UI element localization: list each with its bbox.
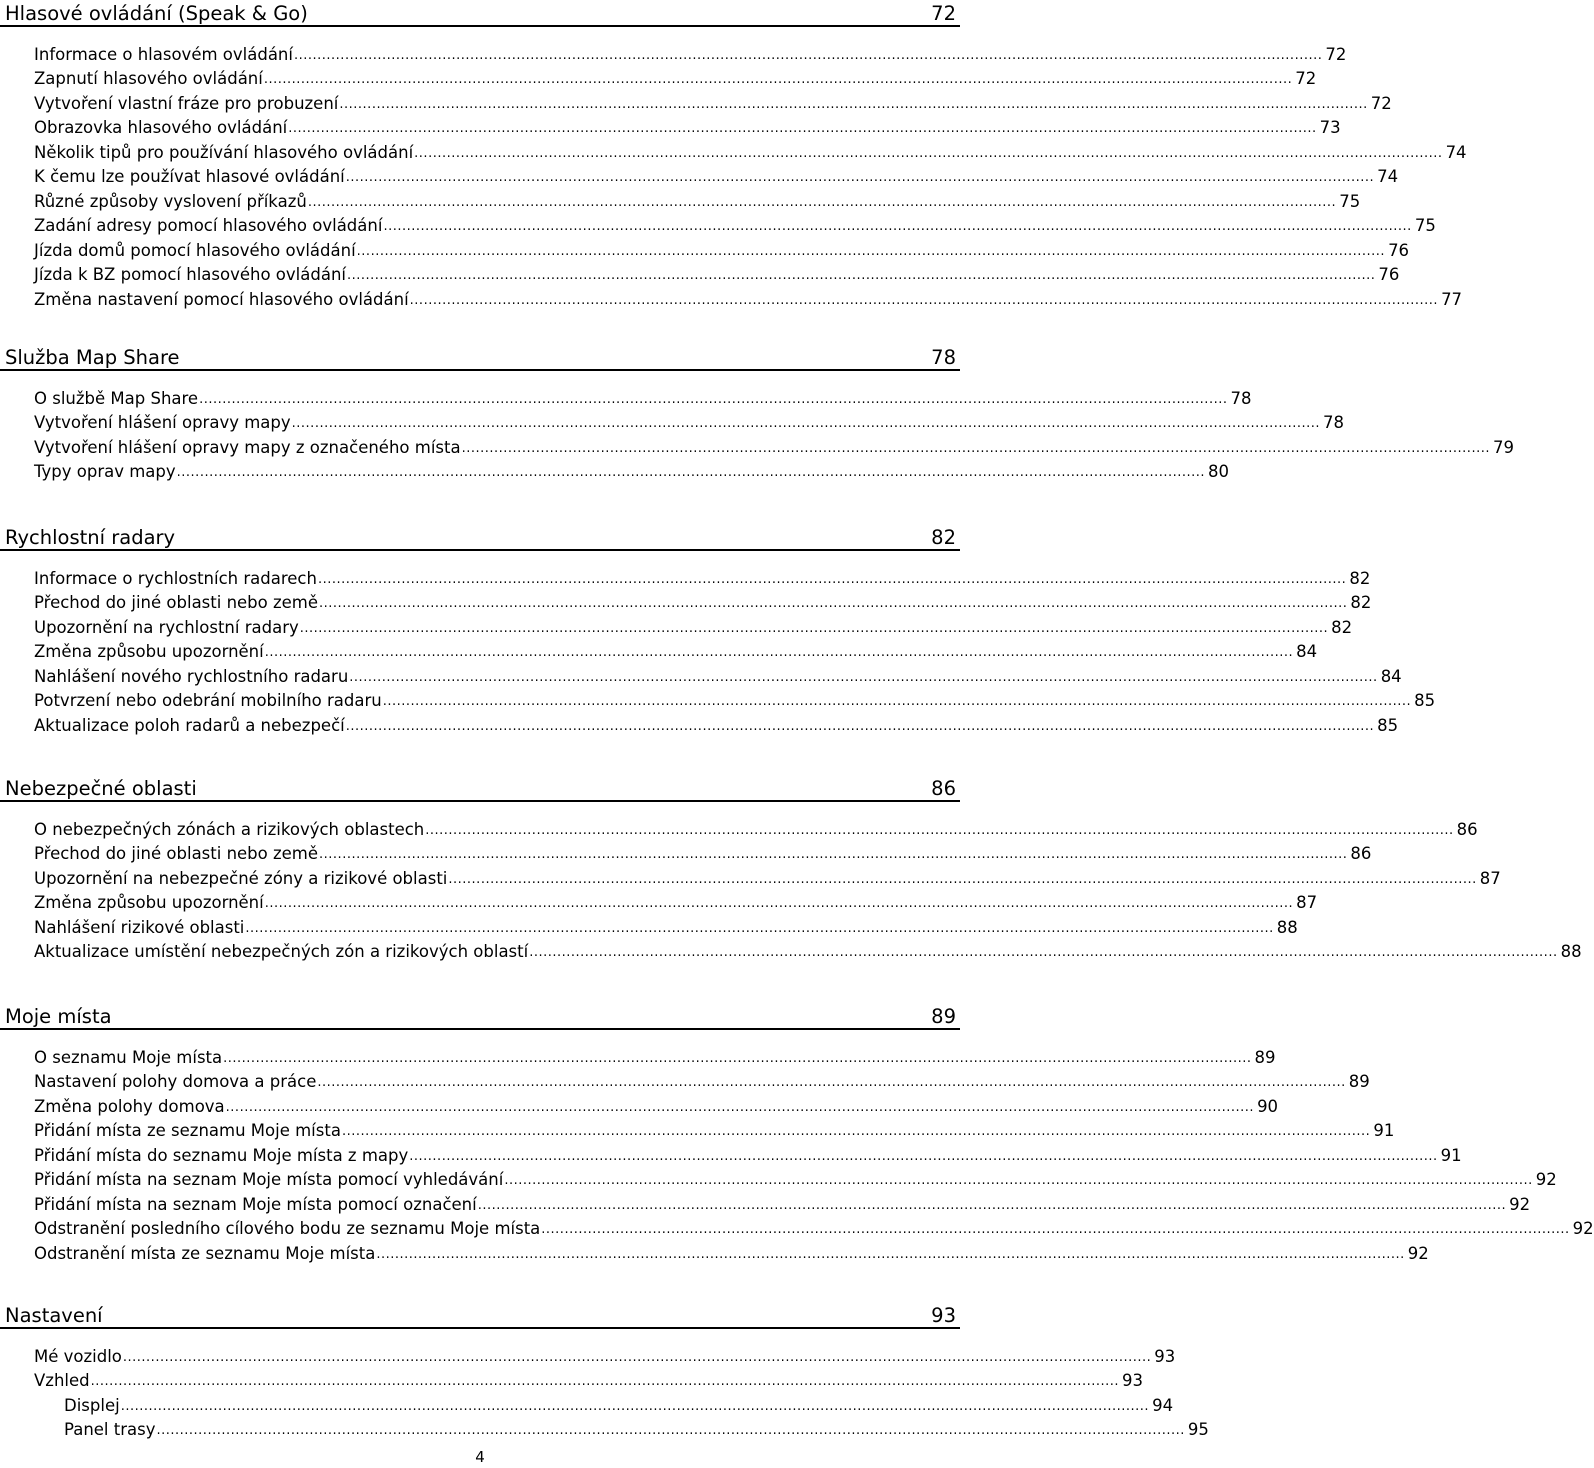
toc-entry-title: Aktualizace poloh radarů a nebezpečí (34, 715, 345, 735)
dot-leader: .............................................................................................................................................................................................................................. (293, 47, 1323, 63)
toc-entry[interactable] (0, 261, 1400, 286)
toc-entry[interactable] (0, 938, 1582, 963)
toc-entry-page: 91 (1440, 1145, 1462, 1165)
toc-entry-title: Zapnutí hlasového ovládání (34, 69, 263, 88)
section-title: Nebezpečné oblasti (5, 777, 197, 800)
toc-entry-title: Vytvoření hlášení opravy mapy z označeného místa (34, 437, 461, 457)
page-number: 4 (475, 1448, 485, 1466)
toc-entry-page: 74 (1377, 167, 1399, 186)
toc-entry-page: 76 (1388, 240, 1410, 260)
toc-entry-title: O seznamu Moje místa (34, 1047, 223, 1067)
toc-entry-list (0, 802, 1582, 962)
toc-entry-page: 77 (1441, 289, 1463, 309)
toc-entry-title: K čemu lze používat hlasové ovládání (34, 167, 345, 186)
toc-entry[interactable] (0, 89, 1392, 114)
toc-entry[interactable] (0, 1117, 1395, 1142)
toc-entry-title: Vzhled (34, 1371, 90, 1390)
dot-leader: .............................................................................................................................................................................................................................. (425, 822, 1454, 838)
dot-leader: .............................................................................................................................................................................................................................. (409, 1148, 1438, 1164)
toc-entry-title: Několik tipů pro používání hlasového ovládání (34, 142, 414, 162)
toc-entry-page: 84 (1296, 642, 1318, 661)
toc-entry-title: Odstranění místa ze seznamu Moje místa (34, 1243, 376, 1263)
toc-entry[interactable] (0, 1239, 1429, 1264)
toc-entry[interactable] (0, 1092, 1279, 1117)
toc-entry-page: 75 (1339, 191, 1361, 211)
toc-entry-page: 78 (1323, 413, 1345, 432)
dot-leader: .............................................................................................................................................................................................................................. (345, 718, 1375, 734)
toc-entry[interactable] (0, 889, 1318, 914)
toc-entry-page: 80 (1208, 462, 1230, 481)
toc-entry-title: Přechod do jiné oblasti nebo země (34, 593, 319, 612)
toc-entry[interactable] (0, 409, 1345, 434)
dot-leader: .............................................................................................................................................................................................................................. (156, 1423, 1185, 1438)
toc-entry-title: Aktualizace umístění nebezpečných zón a rizikových oblastí (34, 942, 529, 961)
toc-entry-title: Nastavení polohy domova a práce (34, 1072, 317, 1091)
toc-entry[interactable] (0, 1141, 1462, 1166)
dot-leader: .............................................................................................................................................................................................................................. (223, 1050, 1252, 1066)
section-heading[interactable] (0, 1302, 960, 1329)
toc-entry-page: 82 (1350, 593, 1372, 612)
toc-entry-title: Panel trasy (64, 1420, 156, 1439)
toc-section (0, 1302, 1209, 1440)
dot-leader: .............................................................................................................................................................................................................................. (317, 1075, 1346, 1090)
toc-entry-page: 72 (1325, 44, 1347, 64)
toc-entry-title: Různé způsoby vyslovení příkazů (34, 191, 307, 211)
toc-entry-list (0, 1030, 1594, 1264)
dot-leader: .............................................................................................................................................................................................................................. (347, 268, 1376, 283)
toc-entry[interactable] (0, 187, 1361, 212)
dot-leader: .............................................................................................................................................................................................................................. (245, 920, 1274, 936)
toc-entry-title: Mé vozidlo (34, 1346, 122, 1366)
toc-entry-title: Vytvoření vlastní fráze pro probuzení (34, 93, 339, 113)
toc-entry[interactable] (0, 1215, 1594, 1240)
dot-leader: .............................................................................................................................................................................................................................. (541, 1222, 1570, 1237)
toc-entry[interactable] (0, 65, 1317, 90)
dot-leader: .............................................................................................................................................................................................................................. (356, 243, 1386, 259)
toc-section (0, 775, 1582, 962)
dot-leader: .............................................................................................................................................................................................................................. (319, 847, 1348, 862)
toc-entry-page: 89 (1254, 1047, 1276, 1067)
dot-leader: .............................................................................................................................................................................................................................. (529, 945, 1558, 960)
toc-entry[interactable] (0, 638, 1318, 663)
toc-entry-page: 95 (1187, 1420, 1209, 1439)
toc-entry-title: Jízda domů pomocí hlasového ovládání (34, 240, 356, 260)
toc-entry-title: Nahlášení nového rychlostního radaru (34, 666, 349, 686)
dot-leader: .............................................................................................................................................................................................................................. (90, 1374, 1120, 1389)
toc-entry[interactable] (0, 913, 1298, 938)
toc-entry-title: Změna způsobu upozornění (34, 893, 264, 912)
dot-leader: .............................................................................................................................................................................................................................. (291, 416, 1321, 431)
toc-entry-title: Přidání místa na seznam Moje místa pomocí vyhledávání (34, 1170, 504, 1189)
section-heading[interactable] (0, 524, 960, 551)
toc-entry[interactable] (0, 212, 1436, 237)
toc-entry-title: Přidání místa ze seznamu Moje místa (34, 1121, 341, 1140)
toc-entry[interactable] (0, 662, 1402, 687)
toc-entry-title: Změna polohy domova (34, 1096, 225, 1116)
toc-entry-page: 91 (1373, 1121, 1395, 1140)
toc-entry-title: Změna nastavení pomocí hlasového ovládání (34, 289, 409, 309)
dot-leader: .............................................................................................................................................................................................................................. (288, 121, 1317, 136)
toc-entry[interactable] (0, 384, 1252, 409)
toc-entry-page: 87 (1479, 868, 1501, 888)
toc-entry-title: Přidání místa na seznam Moje místa pomocí označení (34, 1194, 477, 1214)
dot-leader: .............................................................................................................................................................................................................................. (299, 620, 1329, 636)
toc-entry-page: 75 (1414, 216, 1436, 235)
toc-entry-title: Změna způsobu upozornění (34, 642, 264, 661)
toc-entry-title: Přechod do jiné oblasti nebo země (34, 844, 319, 863)
toc-entry[interactable] (0, 687, 1436, 712)
dot-leader: .............................................................................................................................................................................................................................. (383, 219, 1412, 234)
section-page: 89 (931, 1005, 956, 1028)
toc-entry[interactable] (0, 589, 1372, 614)
section-heading[interactable] (0, 1003, 960, 1030)
dot-leader: .............................................................................................................................................................................................................................. (317, 571, 1347, 587)
toc-entry[interactable] (0, 864, 1501, 889)
dot-leader: .............................................................................................................................................................................................................................. (120, 1398, 1150, 1414)
dot-leader: .............................................................................................................................................................................................................................. (225, 1099, 1255, 1115)
dot-leader: .............................................................................................................................................................................................................................. (319, 596, 1348, 611)
toc-entry-title: Upozornění na rychlostní radary (34, 617, 299, 637)
toc-entry[interactable] (0, 1367, 1144, 1392)
dot-leader: .............................................................................................................................................................................................................................. (345, 170, 1375, 185)
section-heading[interactable] (0, 344, 960, 371)
dot-leader: .............................................................................................................................................................................................................................. (176, 465, 1206, 480)
dot-leader: .............................................................................................................................................................................................................................. (199, 391, 1228, 407)
toc-entry[interactable] (0, 285, 1463, 310)
toc-entry-list (0, 27, 1467, 310)
toc-entry-page: 86 (1350, 844, 1372, 863)
dot-leader: .............................................................................................................................................................................................................................. (341, 1124, 1371, 1139)
section-page: 72 (931, 2, 956, 25)
toc-entry-list (0, 551, 1436, 736)
toc-entry-page: 89 (1348, 1072, 1370, 1091)
toc-entry[interactable] (0, 815, 1478, 840)
toc-section (0, 344, 1514, 482)
dot-leader: .............................................................................................................................................................................................................................. (349, 669, 1378, 685)
toc-entry[interactable] (0, 1190, 1531, 1215)
toc-entry[interactable] (0, 458, 1230, 483)
toc-entry-page: 73 (1319, 118, 1341, 137)
toc-entry-title: Zadání adresy pomocí hlasového ovládání (34, 216, 383, 235)
toc-entry-page: 90 (1257, 1096, 1279, 1116)
toc-entry[interactable] (0, 433, 1514, 458)
toc-entry-page: 76 (1378, 265, 1400, 284)
toc-entry-title: Informace o hlasovém ovládání (34, 44, 293, 64)
toc-entry-page: 88 (1276, 917, 1298, 937)
toc-entry-title: Nahlášení rizikové oblasti (34, 917, 245, 937)
toc-entry-page: 78 (1230, 388, 1252, 408)
toc-entry[interactable] (0, 1416, 1209, 1441)
dot-leader: .............................................................................................................................................................................................................................. (264, 645, 1294, 660)
toc-entry-title: Odstranění posledního cílového bodu ze seznamu Moje místa (34, 1219, 541, 1238)
section-page: 78 (931, 346, 956, 369)
dot-leader: .............................................................................................................................................................................................................................. (461, 440, 1490, 456)
section-title: Nastavení (5, 1304, 103, 1327)
toc-entry[interactable] (0, 163, 1399, 188)
toc-entry-page: 92 (1407, 1243, 1429, 1263)
toc-entry-list (0, 1329, 1209, 1440)
toc-entry-page: 82 (1349, 568, 1371, 588)
toc-section (0, 0, 1467, 310)
section-title: Služba Map Share (5, 346, 180, 369)
toc-entry[interactable] (0, 1166, 1557, 1191)
toc-entry-page: 88 (1560, 942, 1582, 961)
toc-entry-page: 82 (1331, 617, 1353, 637)
section-page: 93 (931, 1304, 956, 1327)
toc-entry-page: 92 (1509, 1194, 1531, 1214)
dot-leader: .............................................................................................................................................................................................................................. (264, 896, 1294, 911)
dot-leader: .............................................................................................................................................................................................................................. (409, 292, 1439, 308)
dot-leader: .............................................................................................................................................................................................................................. (414, 145, 1443, 161)
toc-entry-title: O službě Map Share (34, 388, 199, 408)
dot-leader: .............................................................................................................................................................................................................................. (307, 194, 1337, 210)
toc-entry-page: 85 (1414, 691, 1436, 710)
toc-entry-title: Typy oprav mapy (34, 462, 176, 481)
section-title: Hlasové ovládání (Speak & Go) (5, 2, 308, 25)
toc-entry[interactable] (0, 114, 1341, 139)
toc-entry-title: Přidání místa do seznamu Moje místa z mapy (34, 1145, 409, 1165)
toc-entry-title: Vytvoření hlášení opravy mapy (34, 413, 291, 432)
section-title: Moje místa (5, 1005, 112, 1028)
toc-entry-page: 93 (1122, 1371, 1144, 1390)
toc-entry[interactable] (0, 1342, 1176, 1367)
toc-entry-title: Informace o rychlostních radarech (34, 568, 317, 588)
toc-entry[interactable] (0, 236, 1410, 261)
toc-entry-page: 93 (1154, 1346, 1176, 1366)
toc-entry-page: 84 (1380, 666, 1402, 686)
toc-entry-page: 72 (1295, 69, 1317, 88)
toc-entry-title: Displej (64, 1395, 120, 1415)
toc-entry[interactable] (0, 1391, 1174, 1416)
dot-leader: .............................................................................................................................................................................................................................. (448, 871, 1477, 887)
dot-leader: .............................................................................................................................................................................................................................. (263, 72, 1293, 87)
toc-entry-title: Potvrzení nebo odebrání mobilního radaru (34, 691, 382, 710)
dot-leader: .............................................................................................................................................................................................................................. (477, 1197, 1507, 1213)
section-page: 86 (931, 777, 956, 800)
toc-entry-page: 72 (1370, 93, 1392, 113)
toc-entry[interactable] (0, 1043, 1276, 1068)
toc-section (0, 1003, 1594, 1264)
toc-entry[interactable] (0, 564, 1371, 589)
section-title: Rychlostní radary (5, 526, 176, 549)
toc-entry-page: 86 (1456, 819, 1478, 839)
dot-leader: .............................................................................................................................................................................................................................. (339, 96, 1368, 112)
toc-entry-page: 79 (1492, 437, 1514, 457)
toc-entry[interactable] (0, 1068, 1370, 1093)
toc-entry-page: 74 (1445, 142, 1467, 162)
toc-entry[interactable] (0, 40, 1347, 65)
dot-leader: .............................................................................................................................................................................................................................. (376, 1246, 1405, 1262)
toc-entry[interactable] (0, 138, 1467, 163)
toc-entry-list (0, 371, 1514, 482)
dot-leader: .............................................................................................................................................................................................................................. (382, 694, 1412, 709)
toc-entry[interactable] (0, 711, 1399, 736)
section-heading[interactable] (0, 0, 960, 27)
toc-entry[interactable] (0, 840, 1372, 865)
toc-entry-page: 85 (1377, 715, 1399, 735)
dot-leader: .............................................................................................................................................................................................................................. (504, 1173, 1533, 1188)
toc-entry-title: Upozornění na nebezpečné zóny a rizikové oblasti (34, 868, 448, 888)
section-heading[interactable] (0, 775, 960, 802)
toc-entry[interactable] (0, 613, 1353, 638)
toc-entry-page: 92 (1535, 1170, 1557, 1189)
toc-entry-title: O nebezpečných zónách a rizikových oblastech (34, 819, 425, 839)
toc-entry-title: Jízda k BZ pomocí hlasového ovládání (34, 265, 346, 284)
section-page: 82 (931, 526, 956, 549)
toc-entry-page: 87 (1296, 893, 1318, 912)
toc-section (0, 524, 1436, 736)
toc-entry-page: 94 (1152, 1395, 1174, 1415)
toc-entry-page: 92 (1572, 1219, 1594, 1238)
toc-entry-title: Obrazovka hlasového ovládání (34, 118, 288, 137)
dot-leader: .............................................................................................................................................................................................................................. (122, 1349, 1152, 1365)
